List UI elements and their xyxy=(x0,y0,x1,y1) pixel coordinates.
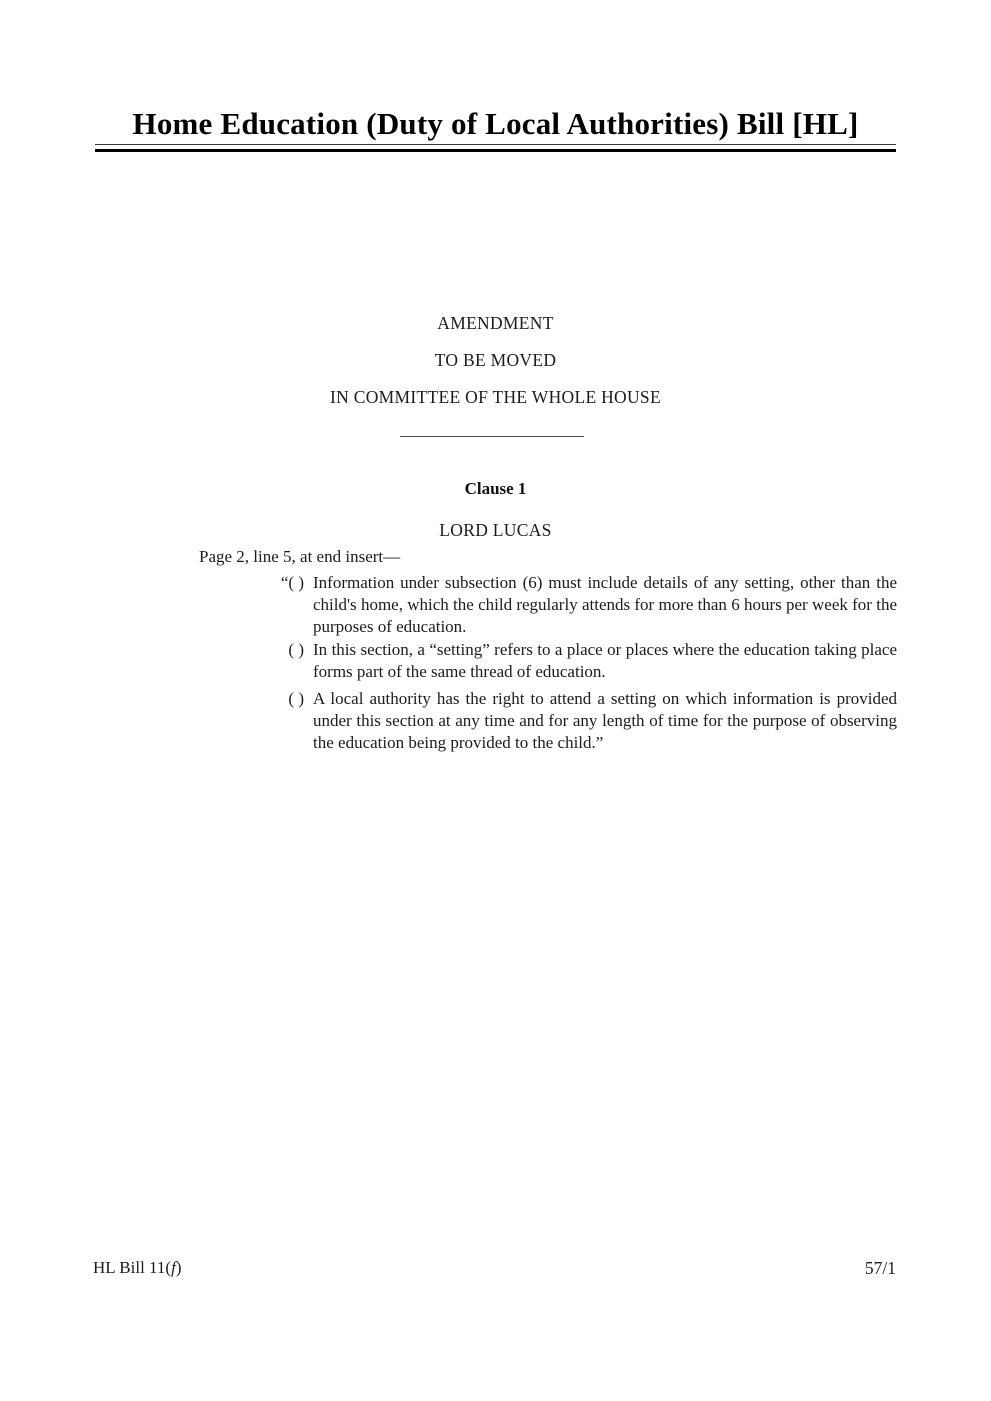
amendment-paragraph xyxy=(280,572,897,638)
bill-reference-prefix: HL Bill 11( xyxy=(93,1258,172,1277)
bill-reference xyxy=(93,1257,181,1279)
bill-reference-suffix: ) xyxy=(175,1258,182,1277)
bill-reference-italic: f xyxy=(171,1258,176,1277)
paragraph-marker: “( ) xyxy=(280,573,304,592)
heading-committee: IN COMMITTEE OF THE WHOLE HOUSE xyxy=(330,387,661,407)
amendment-instruction: Page 2, line 5, at end insert— xyxy=(199,547,401,566)
paragraph-text: Information under subsection (6) must include details of any setting, other than the child's home, which the child regularly attends for more than 6 hours per week for the purposes of education. xyxy=(313,573,897,636)
document-title: Home Education (Duty of Local Authorities) Bill [HL] xyxy=(132,106,859,141)
paragraph-marker: ( ) xyxy=(288,689,304,708)
amendment-heading-block xyxy=(0,305,991,416)
heading-amendment: AMENDMENT xyxy=(437,313,554,333)
paragraph-text: A local authority has the right to attend a setting on which information is provided under this section at any time and for any length of time for the purpose of observing the education being provided to the child.” xyxy=(313,689,897,752)
paragraph-marker: ( ) xyxy=(288,640,304,659)
section-divider-rule xyxy=(400,436,584,437)
amendment-paragraph xyxy=(288,688,897,754)
amendment-number: 57/1 xyxy=(864,1258,896,1278)
paragraph-text: In this section, a “setting” refers to a place or places where the education taking place forms part of the same thread of education. xyxy=(313,640,897,681)
clause-heading: Clause 1 xyxy=(464,479,527,498)
title-double-rule xyxy=(95,144,896,152)
heading-to-be-moved: TO BE MOVED xyxy=(434,350,557,370)
mover-name: LORD LUCAS xyxy=(439,520,552,540)
amendment-paragraph xyxy=(288,639,897,683)
